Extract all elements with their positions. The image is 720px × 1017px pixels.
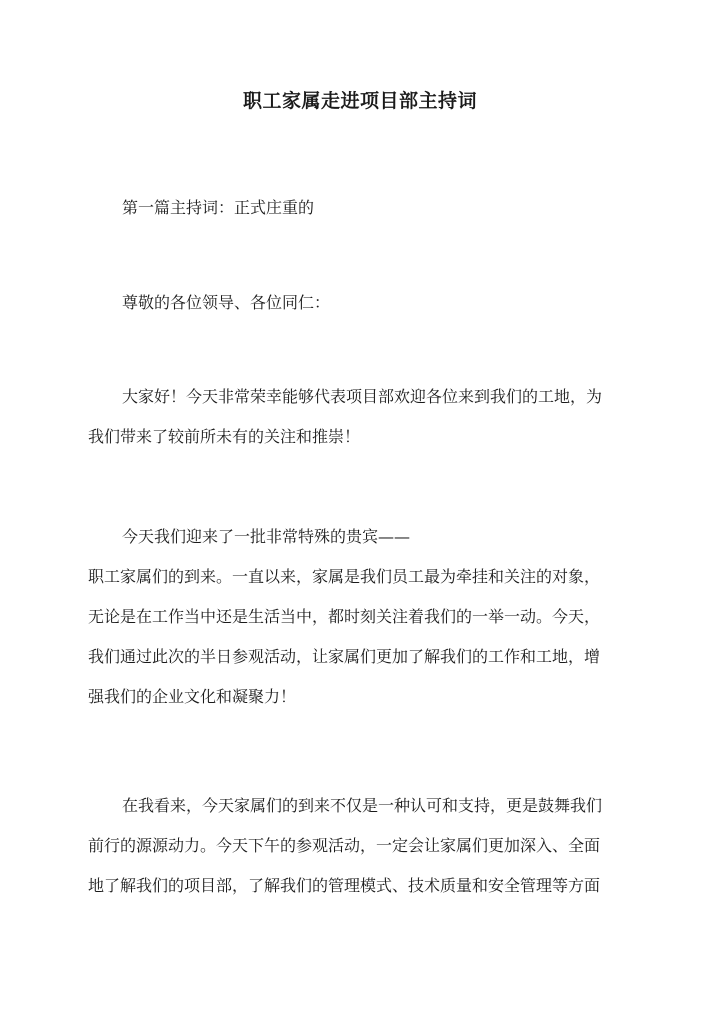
- document-title: 职工家属走进项目部主持词: [242, 90, 477, 112]
- paragraph-guests: [88, 517, 633, 717]
- paragraph-motivation: [88, 786, 633, 906]
- paragraph-line: 职工家属们的到来。一直以来，家属是我们员工最为牵挂和关注的对象，: [88, 567, 601, 586]
- paragraph-line: 在我看来，今天家属们的到来不仅是一种认可和支持，更是鼓舞我们: [122, 796, 603, 815]
- paragraph-line: 大家好！今天非常荣幸能够代表项目部欢迎各位来到我们的工地，为: [122, 387, 603, 406]
- paragraph-line: 我们通过此次的半日参观活动，让家属们更加了解我们的工作和工地，增: [88, 647, 601, 666]
- paragraph-line: 无论是在工作当中还是生活当中，都时刻关注着我们的一举一动。今天，: [88, 607, 601, 626]
- paragraph-line: 我们带来了较前所未有的关注和推崇！: [88, 427, 361, 446]
- paragraph-subtitle: [88, 188, 633, 228]
- paragraph-line: 地了解我们的项目部，了解我们的管理模式、技术质量和安全管理等方面: [88, 876, 601, 895]
- paragraph-line: 强我们的企业文化和凝聚力！: [88, 687, 297, 706]
- paragraph-line: 第一篇主持词：正式庄重的: [122, 198, 315, 217]
- paragraph-salutation: [88, 283, 633, 323]
- paragraph-line: 前行的源源动力。今天下午的参观活动，一定会让家属们更加深入、全面: [88, 836, 601, 855]
- paragraph-line: 尊敬的各位领导、各位同仁：: [122, 293, 331, 312]
- paragraph-line: 今天我们迎来了一批非常特殊的贵宾——: [122, 527, 411, 546]
- paragraph-greeting: [88, 377, 633, 457]
